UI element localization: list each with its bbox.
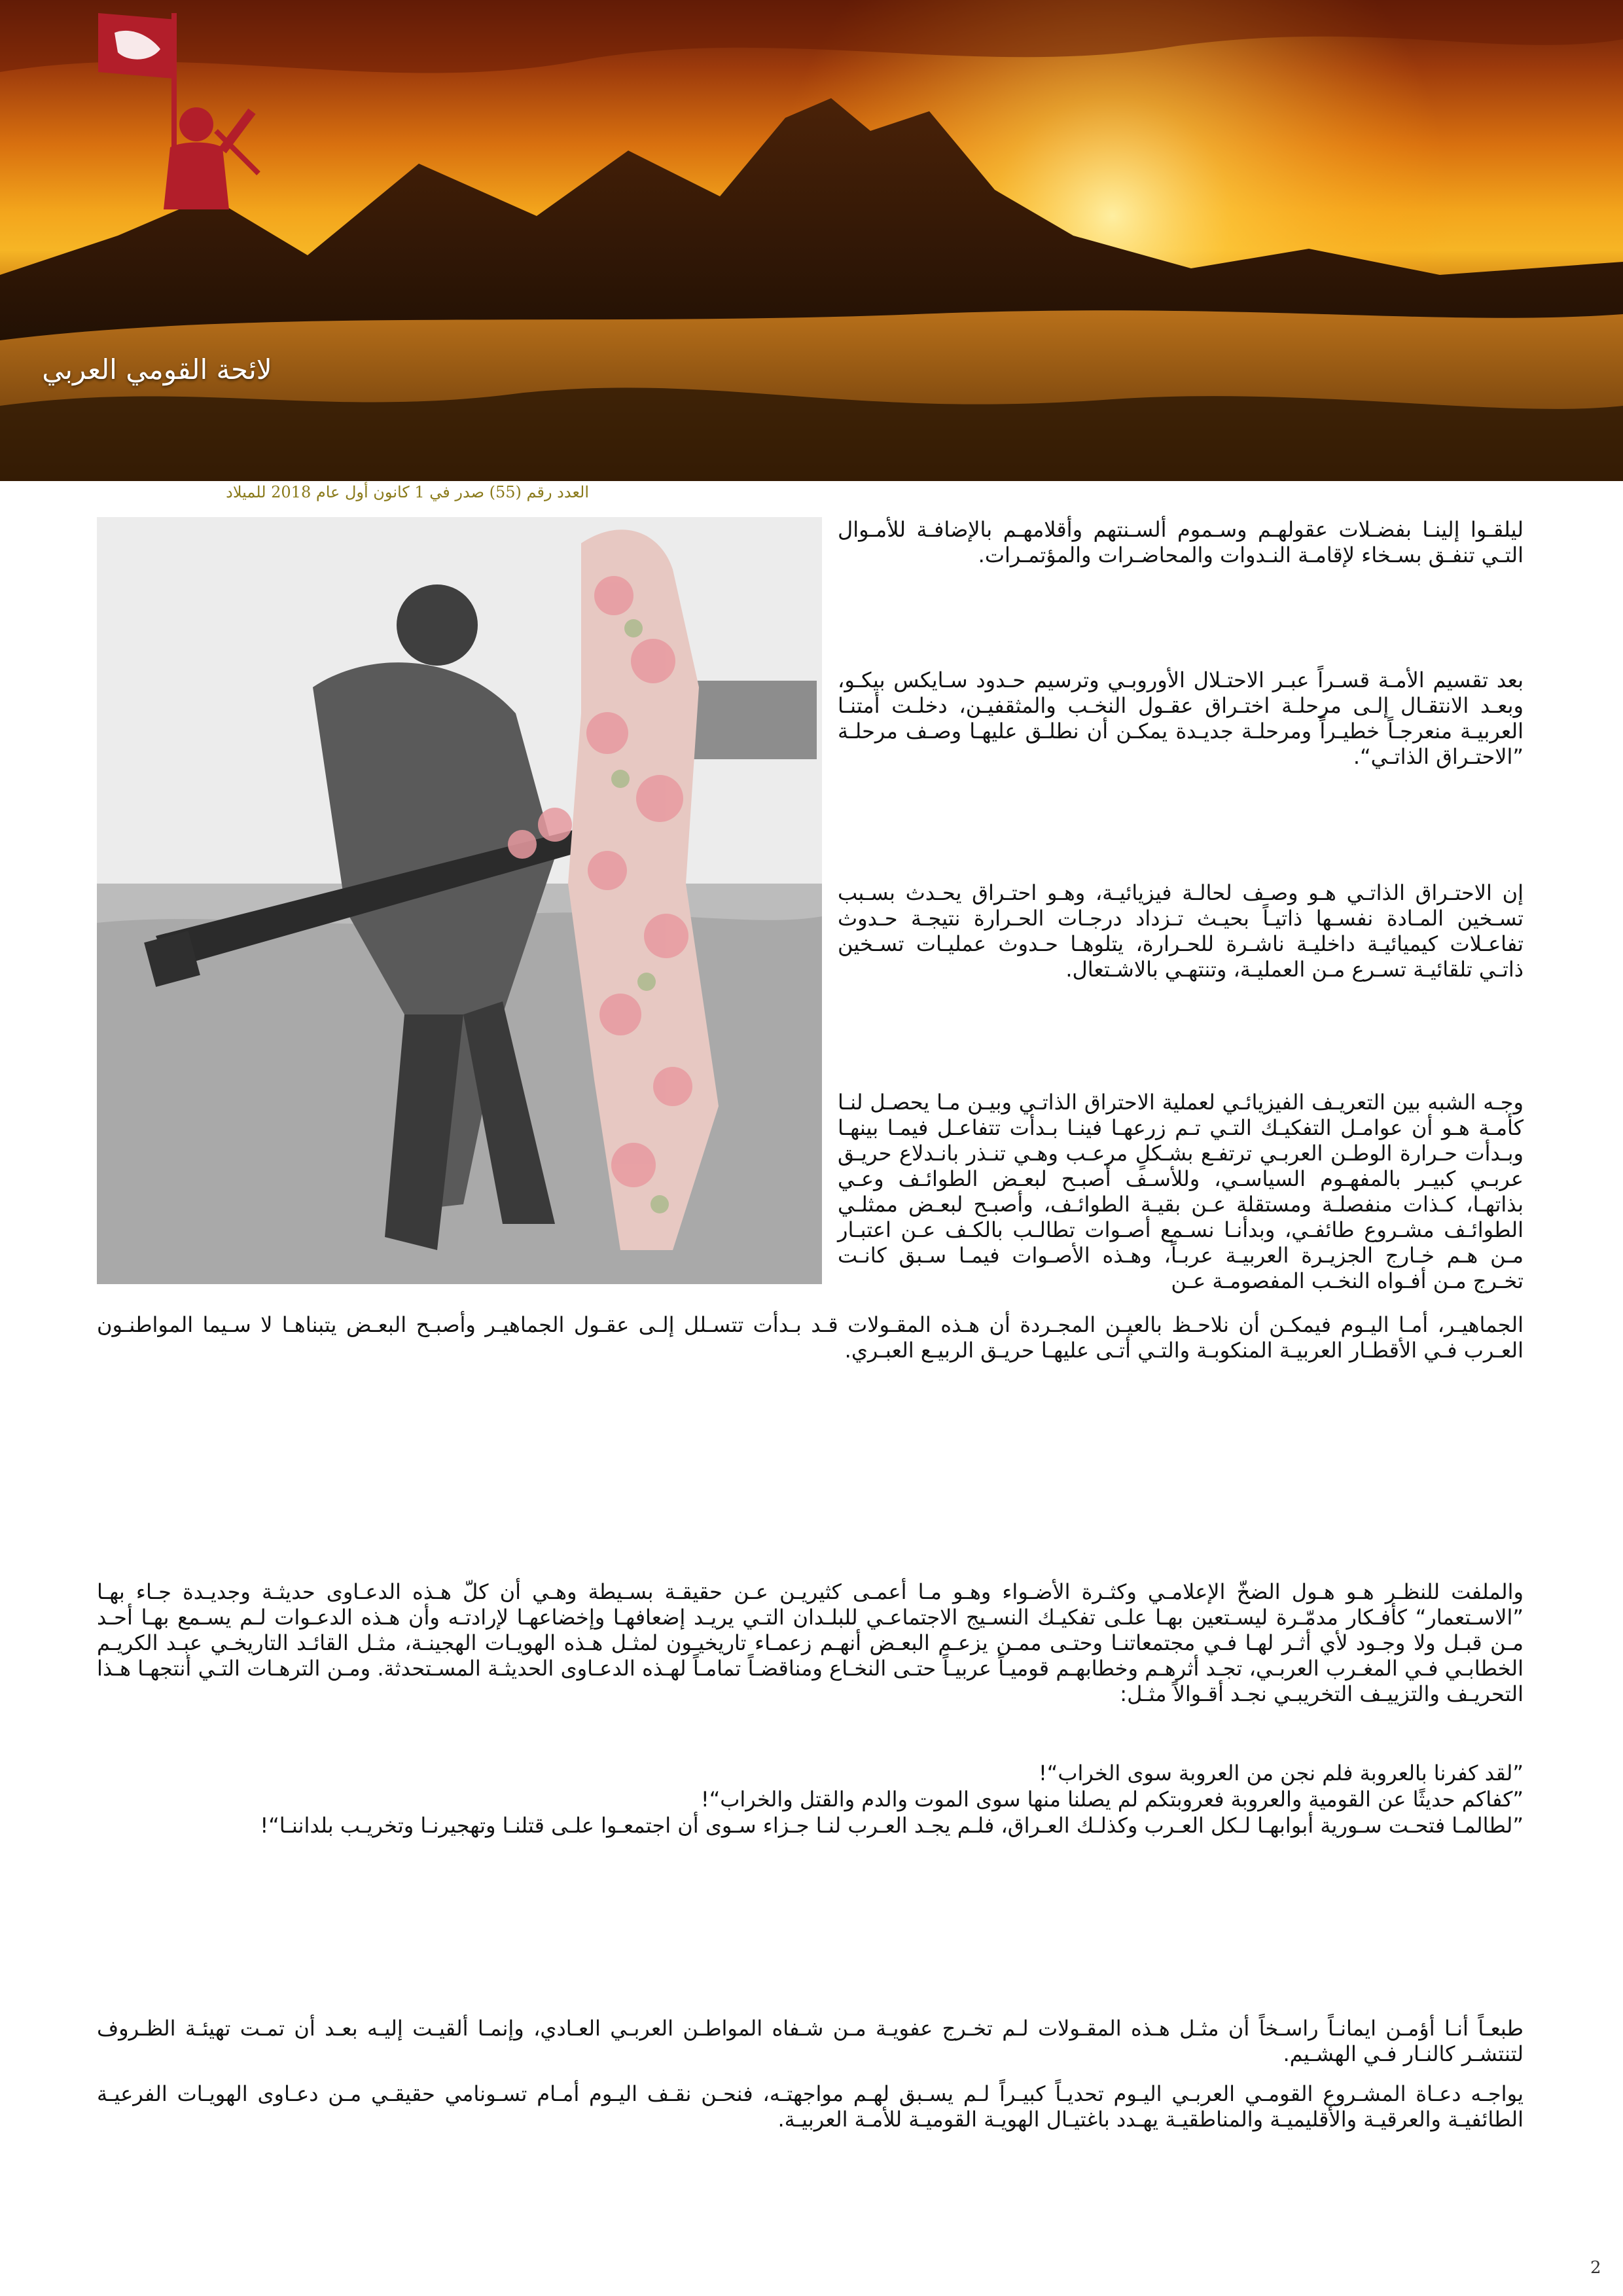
issue-line: العدد رقم (55) صدر في 1 كانون أول عام 2018 للميلاد — [226, 483, 589, 501]
logo-title: لائحة القومي العربي — [42, 353, 272, 386]
article-paragraph-6: طبعـاً أنـا أؤمـن ايمانـاً راسـخاً أن مثـل هـذه المقـولات لـم تخـرج عفويـة مـن شـفاه المواطـن العربـي العـادي، وإنمـا ألقيـت إليـه بعـد أن تمـت تهيئـة الظـروف لتنتشـر كالنـار فـي الهشـيم. — [97, 2016, 1524, 2066]
article-paragraph-2: بعد تقسيم الأمـة قسـراً عبـر الاحتـلال الأوروبـي وترسيم حـدود سـايكس بيكـو، وبعـد الانتقـال إلـى مرحلـة اختـراق عقـول النخـب والمثقفيـن، دخلـت أمتنـا العربيـة منعرجـاً خطيـراً ومرحلـة جديـدة يمكـن أن نطلـق عليهـا وصـف مرحلـة ”الاحتـراق الذاتـي“. — [838, 668, 1524, 769]
quote-3: ”لطالمـا فتحـت سـورية أبوابهـا لـكل العـرب وكذلـك العـراق، فلـم يجـد العـرب لنـا جـزاء سـوى أن اجتمعـوا علـى قتلنـا وتهجيرنـا وتخريـب بلداننـا“! — [260, 1813, 1524, 1838]
article-paragraph-1: ليلقـوا إلينـا بفضـلات عقولهـم وسـموم ألسـنتهم وأقلامهـم بالإضافـة للأمـوال التـي تنفـق بسـخاء لإقامـة النـدوات والمحاضـرات والمؤتمـرات. — [838, 517, 1524, 567]
header-banner — [0, 0, 1623, 481]
article-paragraph-4-column: وجـه الشبه بين التعريـف الفيزيائـي لعملية الاحتراق الذاتـي وبيـن مـا يحصـل لنـا كأمـة هـو أن عوامـل التفكيـك التـي تـم زرعهـا فينـا بـدأت تتفاعـل فيمـا بينهـا وبـدأت حـرارة الوطـن العربـي ترتفـع بشـكلٍ مرعـب وهـي تنـذر بانـدلاع حريـق عربـي كبيـر بالمفهـوم السياسـي، وللأسـف أصبـح لبعـض الطوائـف وعـي بذاتهـا، كـذات منفصلـة ومستقلة عـن بقيـة الطوائـف، وأصبـح لبعـض ممثلـي الطوائـف مشـروع طائفـي، وبدأنـا نسـمع أصـوات تطالـب بالكـف عـن اعتبـار مـن هـم خـارج الجزيـرة العربيـة عربـاً، وهـذه الأصـوات فيمـا سـبق كانـت تخـرج مـن أفـواه النخـب المفصومـة عـن — [838, 1090, 1524, 1293]
article-paragraph-3: إن الاحتـراق الذاتـي هـو وصـف لحالـة فيزيائيـة، وهـو احتـراق يحـدث بسـبب تسـخين المـادة نفسـها ذاتيـاً بحيـث تـزداد درجـات الحـرارة نتيجـة حـدوث تفاعـلات كيميائيـة داخليـة ناشـرة للحـرارة، يتلوهـا حـدوث عمليـات تسـخين ذاتـي تلقائيـة تسـرع مـن العمليـة، وتنتهـي بالاشـتعال. — [838, 880, 1524, 982]
quote-1: ”لقد كفرنا بالعروبة فلم نجن من العروبة سوى الخراب“! — [1038, 1761, 1524, 1785]
article-paragraph-5: والملفت للنظـر هـو هـول الضخّ الإعلامـي وكثـرة الأضـواء وهـو مـا أعمـى كثيريـن عـن حقيقـة بسـيطة وهـي أن كلّ هـذه الدعـاوى حديثـة وجديـدة جـاء بهـا ”الاسـتعمار“ كأفـكار مدمّـرة ليسـتعين بهـا علـى تفكيـك النسـيج الاجتماعـي للبلـدان التـي يريـد إضعافهـا وإخضاعهـا لإرادتـه وأن هـذه الدعـوات لـم يسـمع بهـا أحـد مـن قبـل ولا وجـود لأي أثـر لهـا فـي مجتمعاتنـا وحتـى ممـن يزعـم البعـض أنهـم زعمـاء تاريخيـون لمثـل هـذه الهويـات الهجينـة، مثـل القائـد التاريخـي عبـد الكريـم الخطابـي فـي المغـرب العربـي، تجـد أثرهـم وخطابهـم قوميـاً عربيـاً حتـى النخـاع ومناقضـاً تمامـاً لهـذه الدعـاوى الحديثـة المسـتحدثة. ومـن الترهـات التـي أنتجهـا هـذا التحريـف والتزييـف التخريبـي نجـد أقـوالاً مثـل: — [97, 1579, 1524, 1706]
page-number: 2 — [1590, 2258, 1601, 2278]
quote-2: ”كفاكم حديثًا عن القومية والعروبة فعروبتكم لم يصلنا منها سوى الموت والدم والقتل والخراب“! — [700, 1787, 1524, 1812]
soldier-flowers-photo — [97, 517, 822, 1284]
article-paragraph-7: يواجـه دعـاة المشـروع القومـي العربـي اليـوم تحديـاً كبيـراً لـم يسـبق لهـم مواجهتـه، فنحـن نقـف اليـوم أمـام تسـونامي حقيقـي مـن دعـاوى الهويـات الفرعيـة الطائفيـة والعرقيـة والأقليميـة والمناطقيـة يهـدد باغتيـال الهويـة القوميـة للأمـة العربيـة. — [97, 2081, 1524, 2132]
flag-fighter-logo — [0, 0, 314, 262]
article-paragraph-4-continued: الجماهيـر، أمـا اليـوم فيمكـن أن نلاحـظ بالعيـن المجـردة أن هـذه المقـولات قـد بـدأت تتسـلل إلـى عقـول الجماهيـر وأصبـح البعـض يتبناهـا لا سـيما المواطنـون العـرب فـي الأقطـار العربيـة المنكوبـة والتـي أتـى عليهـا حريـق الربيـع العبـري. — [97, 1312, 1524, 1363]
